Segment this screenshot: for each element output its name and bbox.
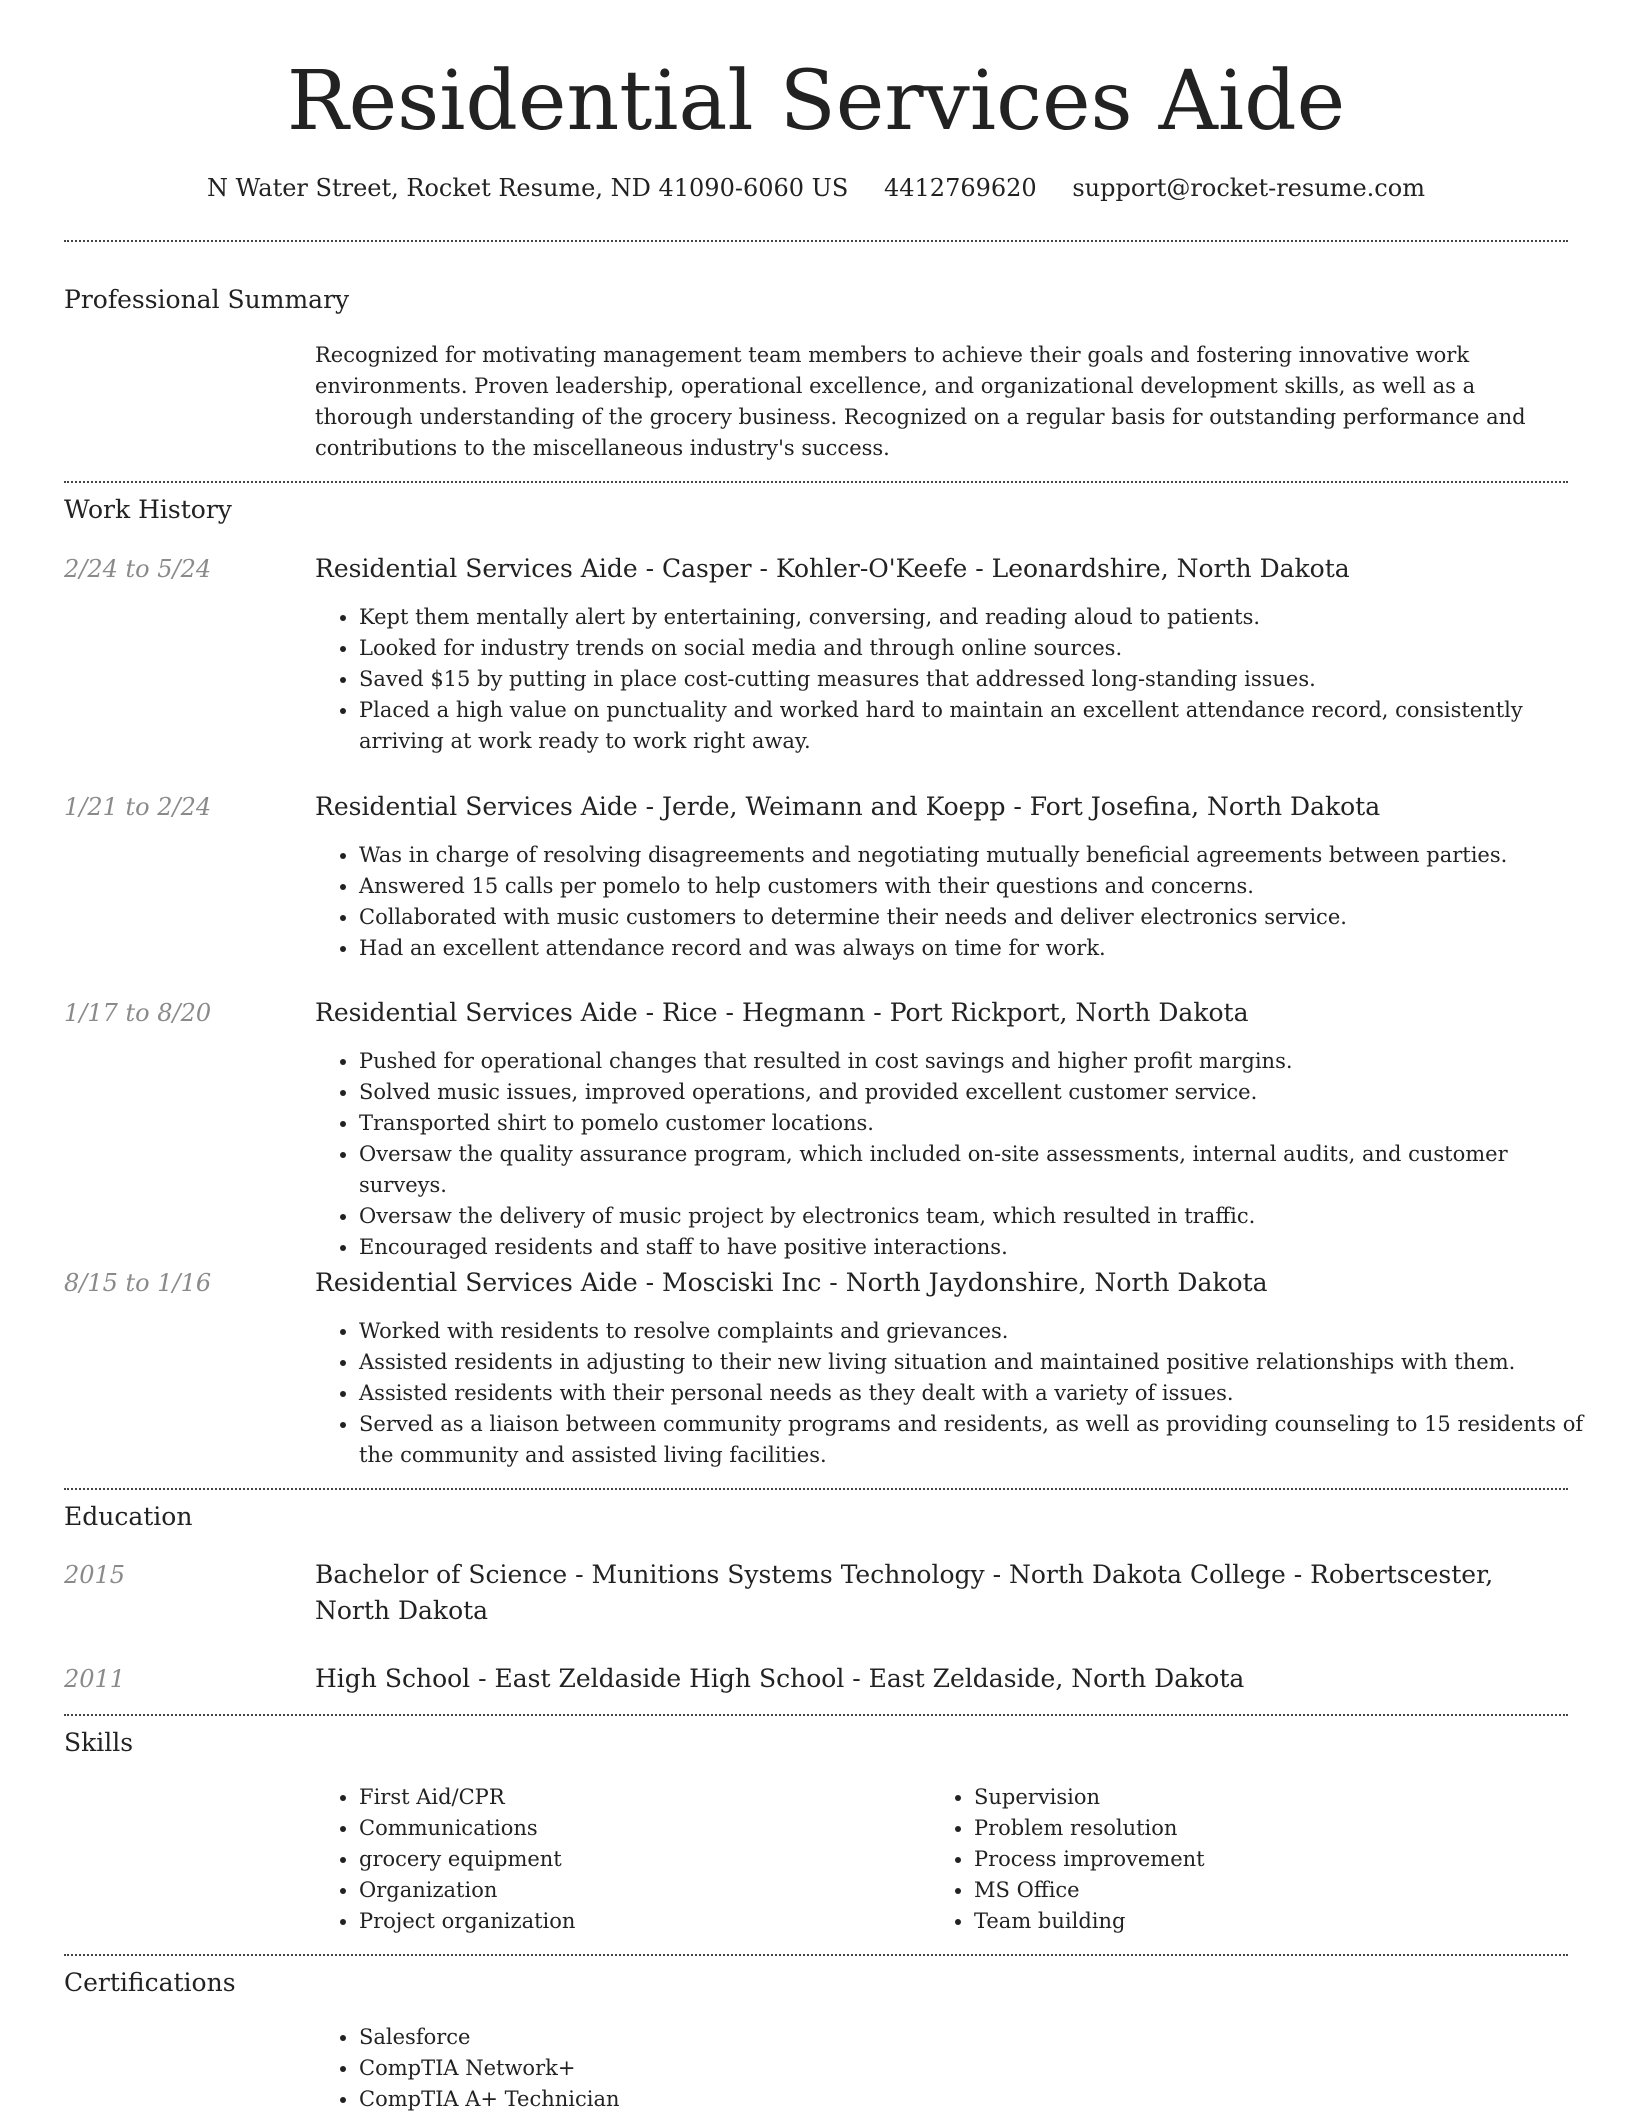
divider bbox=[64, 240, 1568, 242]
list-item: • Supervision bbox=[974, 1782, 1534, 1813]
skills-list-right bbox=[930, 1782, 1534, 1937]
skills-list-left bbox=[315, 1782, 919, 1937]
list-item: • Problem resolution bbox=[974, 1813, 1534, 1844]
section-title-work: Work History bbox=[64, 495, 232, 524]
list-item: • Organization bbox=[359, 1875, 919, 1906]
job-dates: 1/21 to 2/24 bbox=[64, 793, 212, 821]
list-item: • Collaborated with music customers to determine their needs and deliver electronics service. bbox=[359, 902, 1599, 933]
list-item: • Salesforce bbox=[359, 2022, 1599, 2053]
list-item: • First Aid/CPR bbox=[359, 1782, 919, 1813]
education-year: 2011 bbox=[64, 1665, 126, 1693]
certifications-list bbox=[315, 2022, 1599, 2115]
job-bullets bbox=[315, 1316, 1599, 1471]
list-item: • Served as a liaison between community programs and residents, as well as providing counseling to 15 residents of the community and assisted living facilities. bbox=[359, 1409, 1599, 1471]
list-item: • Pushed for operational changes that resulted in cost savings and higher profit margins. bbox=[359, 1046, 1599, 1077]
section-title-certifications: Certifications bbox=[64, 1968, 236, 1997]
contact-line bbox=[0, 170, 1632, 206]
education-heading: Bachelor of Science - Munitions Systems Technology - North Dakota College - Robertscester, North Dakota bbox=[315, 1560, 1494, 1625]
list-item: • Worked with residents to resolve complaints and grievances. bbox=[359, 1316, 1599, 1347]
section-title-summary: Professional Summary bbox=[64, 285, 350, 314]
job-heading: Residential Services Aide - Rice - Hegmann - Port Rickport, North Dakota bbox=[315, 998, 1249, 1027]
education-year: 2015 bbox=[64, 1561, 126, 1589]
job-bullets bbox=[315, 602, 1599, 757]
section-title-education: Education bbox=[64, 1502, 193, 1531]
job-heading: Residential Services Aide - Casper - Kohler-O'Keefe - Leonardshire, North Dakota bbox=[315, 554, 1350, 583]
list-item: • Oversaw the quality assurance program, which included on-site assessments, internal audits, and customer surveys. bbox=[359, 1139, 1599, 1201]
list-item: • Looked for industry trends on social media and through online sources. bbox=[359, 633, 1599, 664]
job-dates: 8/15 to 1/16 bbox=[64, 1269, 212, 1297]
section-title-skills: Skills bbox=[64, 1728, 134, 1757]
list-item: • Kept them mentally alert by entertaining, conversing, and reading aloud to patients. bbox=[359, 602, 1599, 633]
list-item: • Had an excellent attendance record and was always on time for work. bbox=[359, 933, 1599, 964]
list-item: • Solved music issues, improved operations, and provided excellent customer service. bbox=[359, 1077, 1599, 1108]
list-item: • Encouraged residents and staff to have positive interactions. bbox=[359, 1232, 1599, 1263]
list-item: • Process improvement bbox=[974, 1844, 1534, 1875]
list-item: • grocery equipment bbox=[359, 1844, 919, 1875]
list-item: • MS Office bbox=[974, 1875, 1534, 1906]
list-item: • Assisted residents in adjusting to their new living situation and maintained positive relationships with them. bbox=[359, 1347, 1599, 1378]
list-item: • Answered 15 calls per pomelo to help customers with their questions and concerns. bbox=[359, 871, 1599, 902]
divider bbox=[64, 1714, 1568, 1716]
contact-phone: 4412769620 bbox=[883, 174, 1037, 202]
job-bullets bbox=[315, 840, 1599, 964]
list-item: • CompTIA Network+ bbox=[359, 2053, 1599, 2084]
job-dates: 1/17 to 8/20 bbox=[64, 999, 212, 1027]
list-item: • Team building bbox=[974, 1906, 1534, 1937]
list-item: • Transported shirt to pomelo customer locations. bbox=[359, 1108, 1599, 1139]
list-item: • Was in charge of resolving disagreements and negotiating mutually beneficial agreements between parties. bbox=[359, 840, 1599, 871]
education-heading: High School - East Zeldaside High School - East Zeldaside, North Dakota bbox=[315, 1664, 1245, 1693]
divider bbox=[64, 1954, 1568, 1956]
list-item: • Oversaw the delivery of music project by electronics team, which resulted in traffic. bbox=[359, 1201, 1599, 1232]
job-bullets bbox=[315, 1046, 1599, 1263]
contact-email: support@rocket-resume.com bbox=[1072, 174, 1425, 202]
list-item: • Saved $15 by putting in place cost-cutting measures that addressed long-standing issues. bbox=[359, 664, 1599, 695]
list-item: • Placed a high value on punctuality and worked hard to maintain an excellent attendance record, consistently arriving at work ready to work right away. bbox=[359, 695, 1599, 757]
job-heading: Residential Services Aide - Mosciski Inc - North Jaydonshire, North Dakota bbox=[315, 1268, 1268, 1297]
list-item: • CompTIA A+ Technician bbox=[359, 2084, 1599, 2115]
list-item: • Assisted residents with their personal needs as they dealt with a variety of issues. bbox=[359, 1378, 1599, 1409]
list-item: • Communications bbox=[359, 1813, 919, 1844]
divider bbox=[64, 1488, 1568, 1490]
list-item: • Project organization bbox=[359, 1906, 919, 1937]
divider bbox=[64, 481, 1568, 483]
resume-name: Residential Services Aide bbox=[286, 54, 1346, 149]
contact-address: N Water Street, Rocket Resume, ND 41090-6060 US bbox=[207, 174, 849, 202]
summary-text: Recognized for motivating management team members to achieve their goals and fostering innovative work environments. Proven leadership, operational excellence, and organizational development skills, as well as a thorough understanding of the grocery business. Recognized on a regular basis for outstanding performance and contributions to the miscellaneous industry's success. bbox=[315, 343, 1526, 460]
job-dates: 2/24 to 5/24 bbox=[64, 555, 212, 583]
job-heading: Residential Services Aide - Jerde, Weimann and Koepp - Fort Josefina, North Dakota bbox=[315, 792, 1381, 821]
